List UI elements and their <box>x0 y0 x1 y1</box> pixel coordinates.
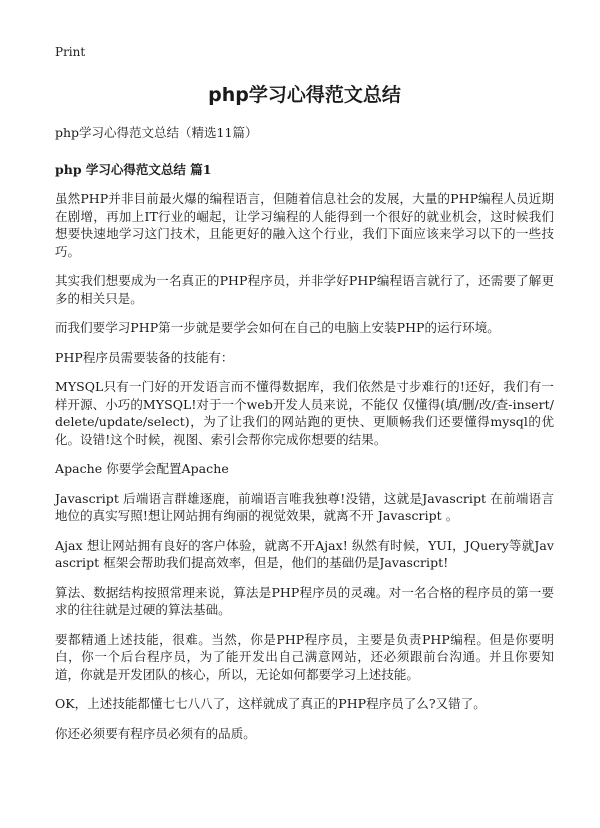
paragraph-ajax: Ajax 想让网站拥有良好的客户体验，就离不开Ajax! 纵然有时候，YUI，JQuery等就Javascript 框架会帮助我们提高效率，但是，他们的基础仍是Javascript! <box>55 537 554 570</box>
print-link[interactable]: Print <box>55 45 86 59</box>
paragraph-install: 而我们要学习PHP第一步就是要学会如何在自己的电脑上安装PHP的运行环境。 <box>55 320 500 335</box>
paragraph-knowledge: 其实我们想要成为一名真正的PHP程序员，并非学好PHP编程语言就行了，还需要了解更多的相关只是。 <box>55 273 554 306</box>
paragraph-algorithms: 算法、数据结构按照常理来说，算法是PHP程序员的灵魂。对一名合格的程序员的第一要求的往往就是过硬的算法基础。 <box>55 584 554 617</box>
paragraph-javascript: Javascript 后端语言群雄逐鹿，前端语言唯我独尊!没错，这就是Javascript 在前端语言地位的真实写照!想让网站拥有绚丽的视觉效果，就离不开 Javascript 。 <box>55 490 554 523</box>
paragraph-mastery: 要都精通上述技能，很难。当然，你是PHP程序员，主要是负责PHP编程。但是你要明白，你一个后台程序员，为了能开发出自己满意网站，还必须跟前台沟通。并且你要知道，你就是开发团队的核心，所以，无论如何都要学习上述技能。 <box>55 631 554 682</box>
section-heading: php 学习心得范文总结 篇1 <box>55 162 212 177</box>
paragraph-skills-intro: PHP程序员需要装备的技能有： <box>55 349 234 365</box>
document-subtitle: php学习心得范文总结（精选11篇） <box>55 125 258 140</box>
document-title: php学习心得范文总结 <box>208 84 401 106</box>
paragraph-mysql: MYSQL只有一门好的开发语言而不懂得数据库，我们依然是寸步难行的!还好，我们有一样开源、小巧的MYSQL!对于一个web开发人员来说，不能仅 仅懂得(填/删/改/查-insert/delete/update/select)，为了让我们的网站跑的更快、更顺畅我们还要懂得mysql的优化。设错!这个时候，视图、索引会帮你完成你想要的结果。 <box>55 379 554 447</box>
paragraph-qualities: 你还必须要有程序员必须有的品质。 <box>55 725 256 741</box>
paragraph-apache: Apache 你要学会配置Apache <box>55 461 229 476</box>
paragraph-intro: 虽然PHP并非目前最火爆的编程语言，但随着信息社会的发展，大量的PHP编程人员近期在剧增，再加上IT行业的崛起，让学习编程的人能得到一个很好的就业机会，这时候我们想要快速地学习这门技术，且能更好的融入这个行业，我们下面应该来学习以下的一些技巧。 <box>55 191 554 259</box>
paragraph-ok: OK，上述技能都懂七七八八了，这样就成了真正的PHP程序员了么?又错了。 <box>55 696 486 711</box>
